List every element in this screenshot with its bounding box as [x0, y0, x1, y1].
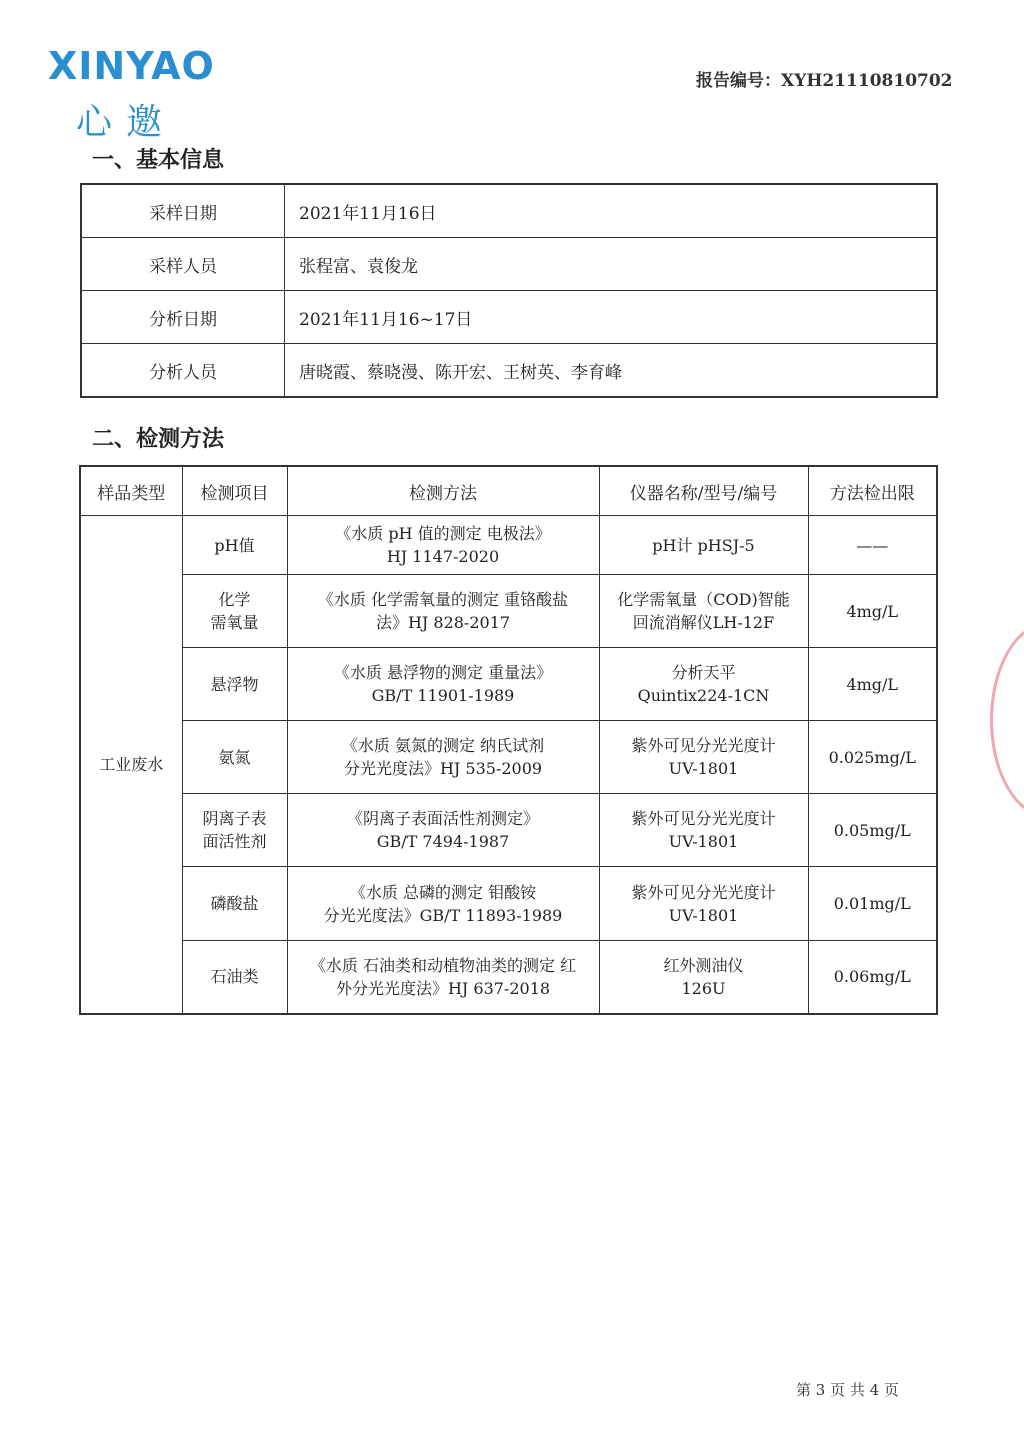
info-value: 2021年11月16日: [285, 184, 938, 238]
info-value: 张程富、袁俊龙: [285, 238, 938, 291]
sample-type-cell: 工业废水: [80, 516, 182, 1014]
info-value: 2021年11月16~17日: [285, 291, 938, 344]
official-seal-stamp: [990, 622, 1024, 818]
instrument: 紫外可见分光光度计 UV-1801: [599, 867, 808, 941]
table-row: [80, 867, 937, 941]
instrument: pH计 pHSJ-5: [599, 516, 808, 575]
table-header-row: [80, 466, 937, 516]
detection-limit: 0.06mg/L: [808, 941, 937, 1014]
test-method: 《水质 悬浮物的测定 重量法》 GB/T 11901-1989: [287, 648, 599, 721]
test-item: pH值: [182, 516, 287, 575]
table-row: [80, 941, 937, 1014]
test-item: 化学 需氧量: [182, 575, 287, 648]
info-value: 唐晓霞、蔡晓漫、陈开宏、王树英、李育峰: [285, 344, 938, 398]
table-row: [80, 794, 937, 867]
table-row: [81, 238, 937, 291]
page-number: 第 3 页 共 4 页: [796, 1381, 899, 1399]
column-header: 检测方法: [287, 466, 599, 516]
instrument: 分析天平 Quintix224-1CN: [599, 648, 808, 721]
company-logo-en: XINYAO: [48, 44, 215, 88]
test-item: 磷酸盐: [182, 867, 287, 941]
instrument: 紫外可见分光光度计 UV-1801: [599, 794, 808, 867]
table-row: [81, 291, 937, 344]
instrument: 红外测油仪 126U: [599, 941, 808, 1014]
methods-table: [79, 465, 938, 1015]
detection-limit: 4mg/L: [808, 575, 937, 648]
test-method: 《水质 石油类和动植物油类的测定 红 外分光光度法》HJ 637-2018: [287, 941, 599, 1014]
report-number: 报告编号：XYH21110810702: [696, 71, 953, 91]
column-header: 检测项目: [182, 466, 287, 516]
table-row: [80, 721, 937, 794]
test-item: 阴离子表 面活性剂: [182, 794, 287, 867]
basic-info-table: [80, 183, 938, 398]
detection-limit: ——: [808, 516, 937, 575]
test-method: 《水质 总磷的测定 钼酸铵 分光光度法》GB/T 11893-1989: [287, 867, 599, 941]
test-method: 《水质 化学需氧量的测定 重铬酸盐 法》HJ 828-2017: [287, 575, 599, 648]
column-header: 仪器名称/型号/编号: [599, 466, 808, 516]
instrument: 紫外可见分光光度计 UV-1801: [599, 721, 808, 794]
table-row: [80, 575, 937, 648]
test-item: 石油类: [182, 941, 287, 1014]
detection-limit: 0.01mg/L: [808, 867, 937, 941]
test-item: 悬浮物: [182, 648, 287, 721]
table-row: [81, 184, 937, 238]
info-label: 采样人员: [81, 238, 285, 291]
instrument: 化学需氧量（COD)智能 回流消解仪LH-12F: [599, 575, 808, 648]
test-method: 《水质 pH 值的测定 电极法》 HJ 1147-2020: [287, 516, 599, 575]
detection-limit: 0.025mg/L: [808, 721, 937, 794]
section-basic-info-title: 一、基本信息: [92, 148, 225, 173]
table-row: [80, 516, 937, 575]
test-item: 氨氮: [182, 721, 287, 794]
info-label: 采样日期: [81, 184, 285, 238]
column-header: 样品类型: [80, 466, 182, 516]
section-methods-title: 二、检测方法: [92, 427, 225, 452]
detection-limit: 0.05mg/L: [808, 794, 937, 867]
test-method: 《阴离子表面活性剂测定》 GB/T 7494-1987: [287, 794, 599, 867]
table-row: [80, 648, 937, 721]
column-header: 方法检出限: [808, 466, 937, 516]
table-row: [81, 344, 937, 398]
info-label: 分析日期: [81, 291, 285, 344]
info-label: 分析人员: [81, 344, 285, 398]
detection-limit: 4mg/L: [808, 648, 937, 721]
test-method: 《水质 氨氮的测定 纳氏试剂 分光光度法》HJ 535-2009: [287, 721, 599, 794]
company-logo-cn: 心邀: [76, 102, 177, 143]
